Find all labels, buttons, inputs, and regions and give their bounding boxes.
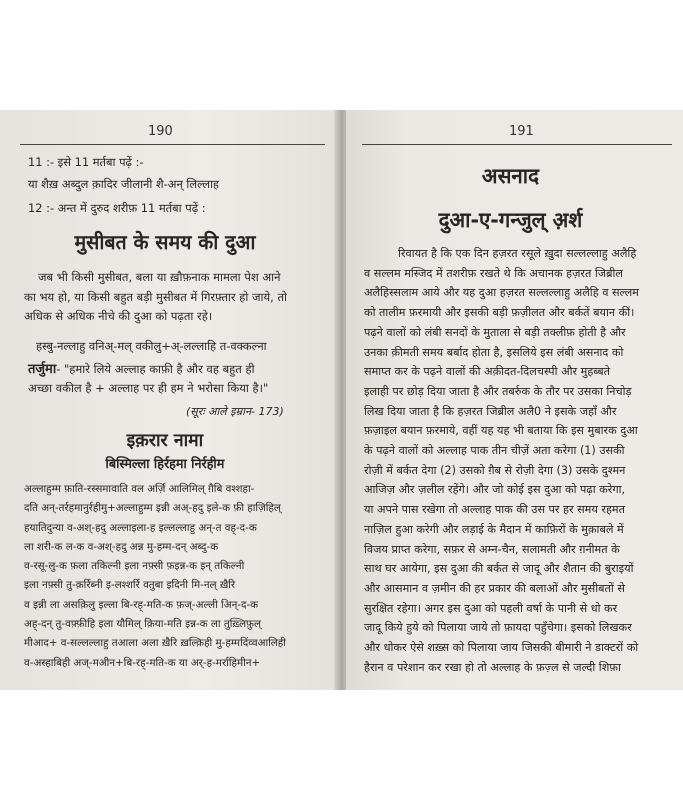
left-page xyxy=(0,110,338,690)
body-line: को तालीम फ़रमायी और इसकी बड़ी फ़ज़ीलत और बर्कतें बयान कीं। xyxy=(364,306,635,320)
page-number: 191 xyxy=(509,124,534,139)
quran-reference: (सूरः आले इम्रान- 173) xyxy=(186,405,284,418)
intro-line: जब भी किसी मुसीबत, बला या ख़ौफ़नाक मामला पेश आने xyxy=(38,270,281,284)
iqrar-paragraph xyxy=(24,480,286,673)
body-line: व-रसू-लु-क फ़ला तकिल्नी इला नफ़्सी फ़इन्न-क इन् तकिल्नी xyxy=(24,560,245,573)
tarjuma-label: तर्जुमा xyxy=(28,362,57,377)
tarjuma-block xyxy=(28,360,268,398)
top-heading: असनाद xyxy=(481,164,540,188)
step-12-line: 12 :- अन्त में दुरुद शरीफ़ 11 मर्तबा पढ़ें : xyxy=(28,201,206,215)
body-line: विजय प्राप्त करेगा, सफ़र से अम्न-चैन, सलामती और ग़नीमत के xyxy=(364,542,620,556)
body-line: हैरान व परेशान कर रखा हो तो अल्लाह के फ़ज़्ल से जल्दी शिफ़ा xyxy=(364,660,621,674)
body-line: जादू किये हुये को पिलाया जाये तो फ़ायदा पहुँचेगा। इसको लिखकर xyxy=(364,621,632,635)
body-line: व-अस्हाबिही अज्-मअीन+बि-रह्-मति-क या अर्-ह-मर्राहिमीन+ xyxy=(24,656,261,669)
step-11-text: या शैख़ अब्दुल क़ादिर जीलानी शै-अन् लिल्लाह xyxy=(28,177,219,191)
body-line: साथ घर आयेगा, इस दुआ की बर्कत से जादू और शैतान की बुराइयों xyxy=(364,562,634,576)
right-page xyxy=(346,110,683,690)
section-heading: दुआ-ए-गन्जुल् अ़र्श xyxy=(438,208,583,232)
body-line: रिवायत है कि एक दिन हज़रत रसूले ख़ुदा सल्लल्लाहु अलैहि xyxy=(398,247,637,260)
body-line: दति अन्-तर्रहमानुर्रहीमु+अल्लाहुम्म इन्नी अअ्-हदु इले-क फ़ी हाज़िहिल् xyxy=(24,502,281,515)
body-line: ला शरी-क ल-क व-अश्-हदु अन्न मु-हम्म-दन् अब्दु-क xyxy=(24,540,219,553)
body-line: इला नफ़्सी तु-क़र्रिब्नी इ-लश्शर्रि वतुबा इदिनी मि-नल् ख़ैरि xyxy=(24,579,236,592)
intro-line: का भय हो, या किसी बहुत बड़ी मुसीबत में गिरफ़्तार हो जाये, तो xyxy=(24,289,287,304)
body-line: मीआद+ व-सल्लल्लाहु तआला अला ख़ैरि ख़ल्क़िही मु-हम्मदिंव्वआलिही xyxy=(24,637,286,650)
body-line: उनका क़ीमती समय बर्बाद होता है, इसलिये इस लंबी असनाद को xyxy=(364,345,624,359)
body-line: पढ़ने वालों को लंबी सनदों के मुताला से बड़ी तक्लीफ़ होती है और xyxy=(364,325,626,339)
body-line: लिख दिया जाता है कि हज़रत जिब्रील अलै0 ने इसके जहाँ और xyxy=(364,404,617,418)
bismillah-line: बिस्मिल्ला हिर्रहमा निर्रहीम xyxy=(105,457,225,472)
body-line: इलाही पर छोड़ दिया जाता है और तबर्रुक के तौर पर उसका निचोड़ xyxy=(364,384,632,398)
body-line: व सल्लम मस्जिद में तशरीफ़ रखते थे कि अचानक हज़रत जिब्रील xyxy=(364,266,623,280)
intro-paragraph xyxy=(24,268,287,327)
body-line: रोज़ी में बर्कत देगा (2) उसको ग़ैब से रोज़ी देगा (3) उसके दुश्मन xyxy=(364,463,626,477)
body-line: व इन्नी ला असक़िलु इल्ला बि-रह्-मति-क फ़ज्-अल्ली अिन्-द-क xyxy=(24,598,259,611)
tarjuma-line: अच्छा वकील है + अल्लाह पर ही हम ने भरोसा किया है।" xyxy=(28,381,269,395)
body-line: अह्-दन् तु-वफ़्फ़ीहि इला यौमिल् क़िया-मति इन्न-क ला तुख़्लिफ़ुल् xyxy=(24,618,261,631)
step-11-line: 11 :- इसे 11 मर्तबा पढ़ें :- xyxy=(28,155,144,169)
body-line: फ़ज़ाइल बयान फ़रमाये, वहीं यह यह भी बताया कि इस मुबारक दुआ xyxy=(364,424,638,438)
body-line: और धोकर ऐसे शख़्स को पिलाया जाय जिसकी बीमारी ने डाक्टरों को xyxy=(364,641,639,655)
body-line: अलैहिस्सलाम आये और यह दुआ हज़रत सल्लल्लाहु अलैहि व सल्लम xyxy=(364,286,639,300)
section-heading: मुसीबत के समय की दुआ xyxy=(74,230,256,254)
body-paragraph xyxy=(364,244,639,677)
body-line: और आसमान व ज़मीन की हर प्रकार की बलाओं और मुसीबतों से xyxy=(364,581,625,595)
body-line: या अपने पास रखेगा तो अल्लाह पाक की उस पर हर समय रहमत xyxy=(364,503,625,517)
dua-text: हस्बु-नल्लाहु वनिअ्-मल् वकीलु+अ्-लल्लाहि त-वक्कल्ना xyxy=(36,339,267,353)
book-spread xyxy=(0,110,683,690)
header-rule xyxy=(362,144,672,145)
body-line: हयातिदुन्या व-अश्-हदु अल्लाइला-ह इल्लल्लाहु अन्-त वह्-द-क xyxy=(24,521,257,534)
body-line: सुरक्षित रहेगा। अगर इस दुआ को पहली वर्षा के पानी से धो कर xyxy=(364,601,618,615)
body-line: समाप्त कर के पढ़ने वालों की अक़ीदत-दिलचस्पी और मुहब्बते xyxy=(364,365,611,379)
tarjuma-line: - "हमारे लिये अल्लाह काफ़ी है और वह बहुत ही xyxy=(56,362,255,376)
section-heading-2: इक़रार नामा xyxy=(126,430,204,451)
intro-line: अधिक से अधिक नीचे की दुआ को पढ़ता रहे। xyxy=(24,309,213,323)
body-line: नाज़िल हुआ करेगी और लड़ाई के मैदान में काफ़िरों के मुक़ाबले में xyxy=(364,522,624,536)
body-line: के पढ़ने वालों को अल्लाह पाक तीन चीज़ें अता करेगा (1) उसकी xyxy=(364,444,625,458)
body-line: आजिज़ और ज़लील रहेंगे। और जो कोई इस दुआ को पढ़ा करेगा, xyxy=(364,483,626,497)
body-line: अल्लाहुम्म फ़ाति-रस्समावाति वल अर्ज़ि आलिमिल् ग़ैबि वश्शहा- xyxy=(24,483,255,495)
header-rule xyxy=(20,144,325,145)
page-number: 190 xyxy=(148,124,173,139)
